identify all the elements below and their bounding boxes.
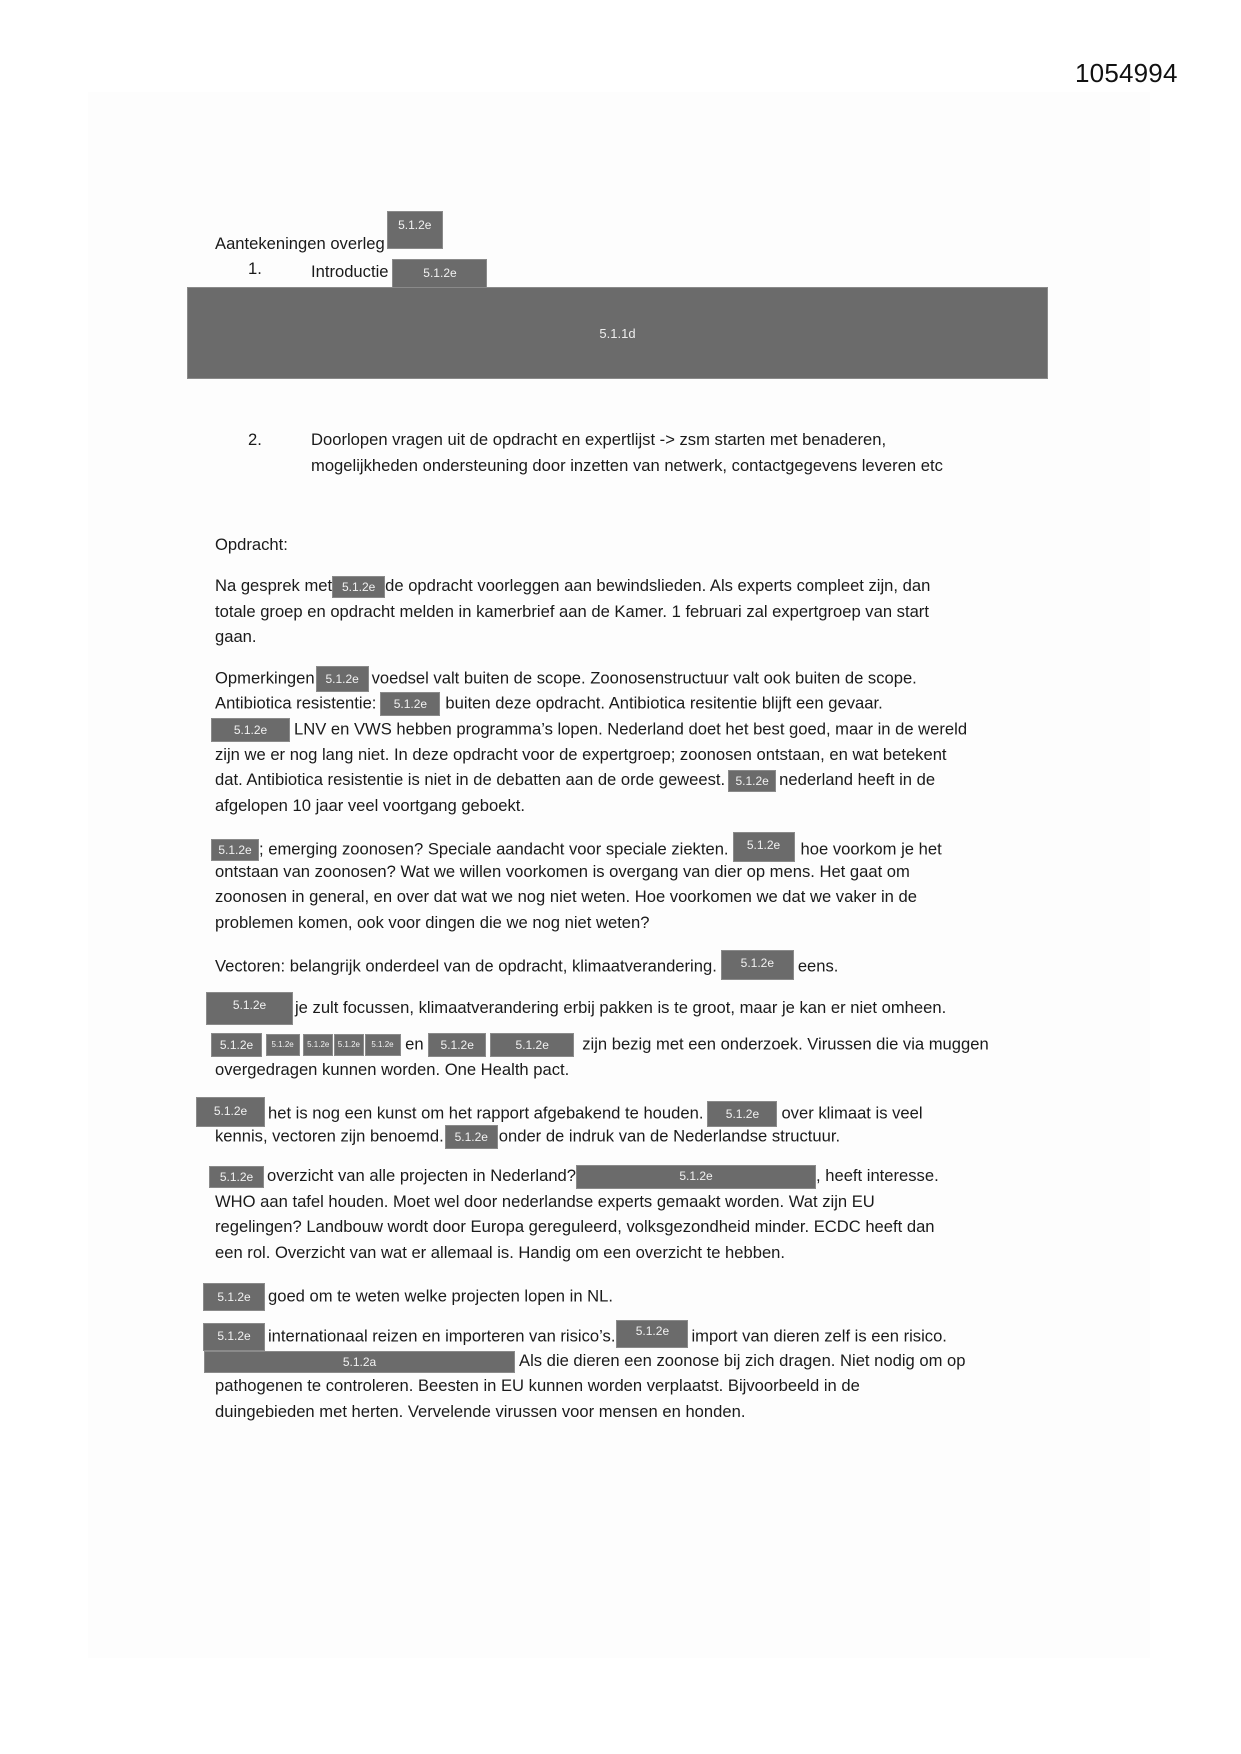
paragraph-10-line-4: duingebieden met herten. Vervelende virussen voor mensen en honden. [215,1402,746,1421]
paragraph-6-line-1 [211,1033,989,1057]
redaction-box: 5.1.2e [303,1034,333,1056]
redaction-box: 5.1.2e [209,1166,264,1188]
redaction-block-large: 5.1.1d [187,287,1048,379]
text: ; emerging zoonosen? Speciale aandacht voor speciale ziekten. [259,839,729,859]
redaction-box: 5.1.2e [203,1323,265,1351]
title-text: Aantekeningen overleg [215,234,385,253]
paragraph-10-line-3: pathogenen te controleren. Beesten in EU kunnen worden verplaatst. Bijvoorbeeld in de [215,1376,860,1395]
paragraph-2-line-6: afgelopen 10 jaar veel voortgang geboekt. [215,796,525,815]
text: buiten deze opdracht. Antibiotica resitentie blijft een gevaar. [445,693,883,713]
redaction-box: 5.1.2e [266,1034,300,1056]
redaction-box: 5.1.2e [211,839,259,861]
paragraph-3-line-3: zoonosen in general, en over dat wat we nog niet weten. Hoe voorkomen we dat we vaker in de [215,887,917,906]
redaction-box: 5.1.2e [392,259,487,288]
section-heading: Opdracht: [215,535,288,554]
redaction-box: 5.1.2e [428,1033,486,1057]
text: Antibiotica resistentie: [215,693,377,713]
redaction-box-wide: 5.1.2a [204,1351,515,1373]
text: import van dieren zelf is een risico. [691,1326,947,1346]
paragraph-4-line-1 [215,952,838,982]
paragraph-1-line-3: gaan. [215,627,257,646]
redaction-box: 5.1.2e [365,1034,401,1056]
paragraph-10-line-2: Als die dieren een zoonose bij zich dragen. Niet nodig om op [519,1351,966,1370]
paragraph-1-line-1 [215,575,930,598]
text: internationaal reizen en importeren van risico’s. [268,1326,616,1346]
paragraph-9-line-1 [203,1283,613,1311]
text: voedsel valt buiten de scope. Zoonosenstructuur valt ook buiten de scope. [371,668,917,688]
text: dat. Antibiotica resistentie is niet in de debatten aan de orde geweest. [215,770,726,789]
document-title [215,217,443,255]
item-label: Introductie [311,261,389,281]
redaction-box: 5.1.2e [380,692,440,716]
document-id: 1054994 [1075,58,1178,88]
redaction-box: 5.1.2e [490,1033,574,1057]
redaction-box: 5.1.2e [576,1165,816,1189]
list-item-2-line-1: Doorlopen vragen uit de opdracht en expertlijst -> zsm starten met benaderen, [311,430,887,449]
text: Vectoren: belangrijk onderdeel van de opdracht, klimaatverandering. [215,956,717,976]
paragraph-10-line-1 [203,1323,947,1351]
redaction-box: 5.1.2e [387,211,443,249]
redaction-box: 5.1.2e [332,576,385,598]
text: over klimaat is veel [781,1103,923,1123]
text: goed om te weten welke projecten lopen in NL. [268,1286,613,1306]
text: nederland heeft in de [779,770,936,789]
redaction-box: 5.1.2e [206,992,293,1025]
text: onder de indruk van de Nederlandse structuur. [498,1126,841,1146]
text: hoe voorkom je het [800,839,942,859]
redaction-box: 5.1.2e [445,1125,498,1149]
paragraph-7-line-2 [215,1125,840,1149]
paragraph-2-line-4: zijn we er nog lang niet. In deze opdracht voor de expertgroep; zoonosen ontstaan, en wat betekent [215,745,947,764]
paragraph-8-line-2: WHO aan tafel houden. Moet wel door nederlandse experts gemaakt worden. Wat zijn EU [215,1192,875,1211]
redaction-box: 5.1.2e [196,1097,265,1127]
text: Na gesprek met [215,576,333,595]
paragraph-3-line-4: problemen komen, ook voor dingen die we nog niet weten? [215,913,650,932]
redaction-box: 5.1.2e [707,1101,777,1127]
paragraph-2-line-2 [215,692,883,716]
redaction-box: 5.1.2e [728,770,776,792]
paragraph-1-line-2: totale groep en opdracht melden in kamerbrief aan de Kamer. 1 februari zal expertgroep van start [215,602,929,621]
list-item-1-text [311,258,487,287]
text: en [405,1034,424,1054]
paragraph-8-line-3: regelingen? Landbouw wordt door Europa gereguleerd, volksgezondheid minder. ECDC heeft dan [215,1217,935,1236]
text: Opmerkingen [215,668,315,688]
redaction-box: 5.1.2e [316,666,369,692]
list-item-1 [248,258,262,280]
paragraph-8-line-1 [209,1165,939,1189]
list-item-2-line-2: mogelijkheden ondersteuning door inzetten van netwerk, contactgegevens leveren etc [311,456,943,475]
paragraph-8-line-4: een rol. Overzicht van wat er allemaal is. Handig om een overzicht te hebben. [215,1243,786,1262]
paragraph-2-line-5 [215,769,935,792]
text: LNV en VWS hebben programma’s lopen. Nederland doet het best goed, maar in de wereld [294,719,968,739]
item-number: 1. [248,259,262,278]
redaction-box: 5.1.2e [203,1283,265,1311]
redaction-box: 5.1.2e [721,950,794,980]
redaction-box: 5.1.2e [211,718,290,742]
paragraph-2-line-1 [215,666,917,692]
redaction-box: 5.1.2e [616,1320,688,1348]
redaction-box: 5.1.2e [211,1033,262,1057]
paragraph-5-line-1 [206,992,946,1025]
text: , heeft interesse. [816,1166,939,1185]
paragraph-3-line-2: ontstaan van zoonosen? Wat we willen voorkomen is overgang van dier op mens. Het gaat om [215,862,910,881]
paragraph-2-line-3 [211,718,967,742]
text: het is nog een kunst om het rapport afgebakend te houden. [268,1103,704,1123]
text: de opdracht voorleggen aan bewindslieden. Als experts compleet zijn, dan [385,576,931,595]
text: eens. [797,956,839,976]
text: je zult focussen, klimaatverandering erbij pakken is te groot, maar je kan er niet omheen. [295,997,947,1017]
redaction-box: 5.1.2e [334,1034,364,1056]
text: zijn bezig met een onderzoek. Virussen die via muggen [582,1034,989,1054]
text: overzicht van alle projecten in Nederland? [267,1166,577,1185]
redaction-box: 5.1.2e [733,832,795,862]
text: kennis, vectoren zijn benoemd. [215,1126,444,1146]
list-item-2-number: 2. [248,430,262,449]
paragraph-6-line-2: overgedragen kunnen worden. One Health pact. [215,1060,570,1079]
